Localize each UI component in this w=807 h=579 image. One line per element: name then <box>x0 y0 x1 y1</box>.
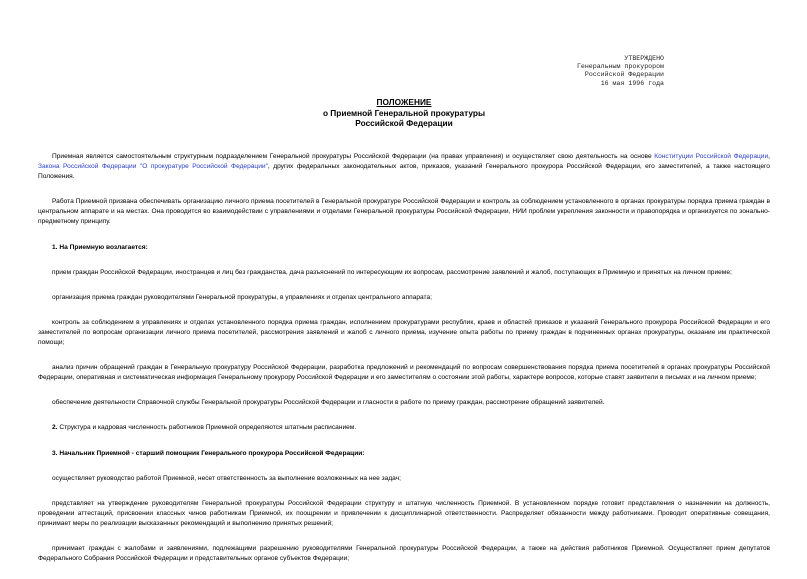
list-item: представляет на утверждение руководителям Генеральной прокуратуры Российской Федерации структуру и штатную численность Приемной. В установленном порядке готовит представления о назначении на должность, проведении аттестаций, присвоении классных чинов работникам Приемной, их поощрении и привлечении к дисциплинарной ответственности. Распределяет обязанности между работниками. Проводит оперативные совещания, принимает меры по реализации высказанных рекомендаций и выполнению принятых решений; <box>38 499 770 527</box>
approval-line: Российской Федерации <box>584 71 664 79</box>
list-item: анализ причин обращений граждан в Генеральную прокуратуру Российской Федерации, разработка предложений и рекомендаций по вопросам совершенствования порядка приема посетителей в органах прокуратуры Российской Федерации, оперативная и систематическая информация Генеральному прокурору Российской Федерации и его заместителям о состоянии этой работы, характере вопросов, которые ставят заявители в письмах и на личном приеме; <box>38 364 770 382</box>
paragraph-text: , <box>768 153 770 160</box>
title-line: ПОЛОЖЕНИЕ <box>376 97 432 107</box>
title-line: о Приемной Генеральной прокуратуры <box>322 107 486 118</box>
section-heading-text: 1. На Приемную возлагается: <box>52 243 148 251</box>
approval-line: 16 мая 1996 года <box>600 79 664 87</box>
list-item: контроль за соблюдением в управлениях и отделах установленного порядка приема граждан, исполнением прокуратурами республик, краев и областей приказов и указаний Генерального прокурора Российской Федерации и его заместителей по вопросам организации личного приема посетителей, рассмотрения заявлений и жалоб с личного приема, изучение опыта работы по приему граждан в подчиненных органах прокуратуры, оказание им практической помощи; <box>38 318 770 347</box>
list-item: принимает граждан с жалобами и заявлениями, подлежащими разрешению руководителями Генеральной прокуратуры Российской Федерации, а также на действия работников Приемной. Осуществляет прием депутатов Федерального Собрания Российской Федерации и представительных органов субъектов Федерации; <box>38 544 770 563</box>
section-paragraph <box>38 423 770 433</box>
paragraph-text: Структура и кадровая численность работников Приемной определяются штатным расписанием. <box>57 424 357 432</box>
document-body <box>38 152 770 579</box>
section-number: 2. <box>52 424 58 432</box>
list-item: обеспечение деятельности Справочной службы Генеральной прокуратуры Российской Федерации и гласности в работе по приему граждан, рассмотрение обращений заявителей. <box>52 399 605 407</box>
constitution-link[interactable]: Конституции Российской Федерации <box>654 153 769 160</box>
list-item: организация приема граждан руководителями Генеральной прокуратуры, в управлениях и отделах центрального аппарата; <box>52 293 432 301</box>
document-title <box>38 97 770 129</box>
paragraph-text: , других федеральных законодательных актов, приказов, указаний Генерального прокурора Российской Федерации, его заместителей, а также настоящего Положения. <box>38 163 770 181</box>
paragraph-text: Приемная является самостоятельным структурным подразделением Генеральной прокуратуры Российской Федерации (на правах управления) и осуществляет свою деятельность на основе <box>52 153 655 160</box>
section-heading-text: 3. Начальник Приемной - старший помощник Генерального прокурора Российской Федерации: <box>52 449 365 457</box>
approval-line: Генеральным прокурором <box>576 63 664 71</box>
list-item: осуществляет руководство работой Приемной, несет ответственность за выполнение возложенных на нее задач; <box>52 474 401 482</box>
paragraph: Работа Приемной призвана обеспечивать организацию личного приема посетителей в Генеральной прокуратуре Российской Федерации и контроль за соблюдением установленного в органах прокуратуры порядка приема граждан в центральном аппарате и на местах. Она проводится во взаимодействии с управлениями и отделами Генеральной прокуратуры Российской Федерации, НИИ проблем укрепления законности и правопорядка и организуется по зонально-предметному принципу. <box>38 198 770 226</box>
section-heading <box>38 243 770 253</box>
section-heading <box>38 449 770 459</box>
law-link[interactable]: Закона Российской Федерации "О прокуратуре Российской Федерации" <box>38 163 268 171</box>
intro-paragraph <box>38 152 770 182</box>
approval-line: УТВЕРЖДЕНО <box>624 55 664 62</box>
list-item: прием граждан Российской Федерации, иностранцев и лиц без гражданства, дача разъяснений по интересующим их вопросам, рассмотрение заявлений и жалоб, поступающих в Приемную и принятых на личном приеме; <box>52 268 732 276</box>
approval-stamp <box>529 55 664 88</box>
title-line: Российской Федерации <box>355 118 453 129</box>
